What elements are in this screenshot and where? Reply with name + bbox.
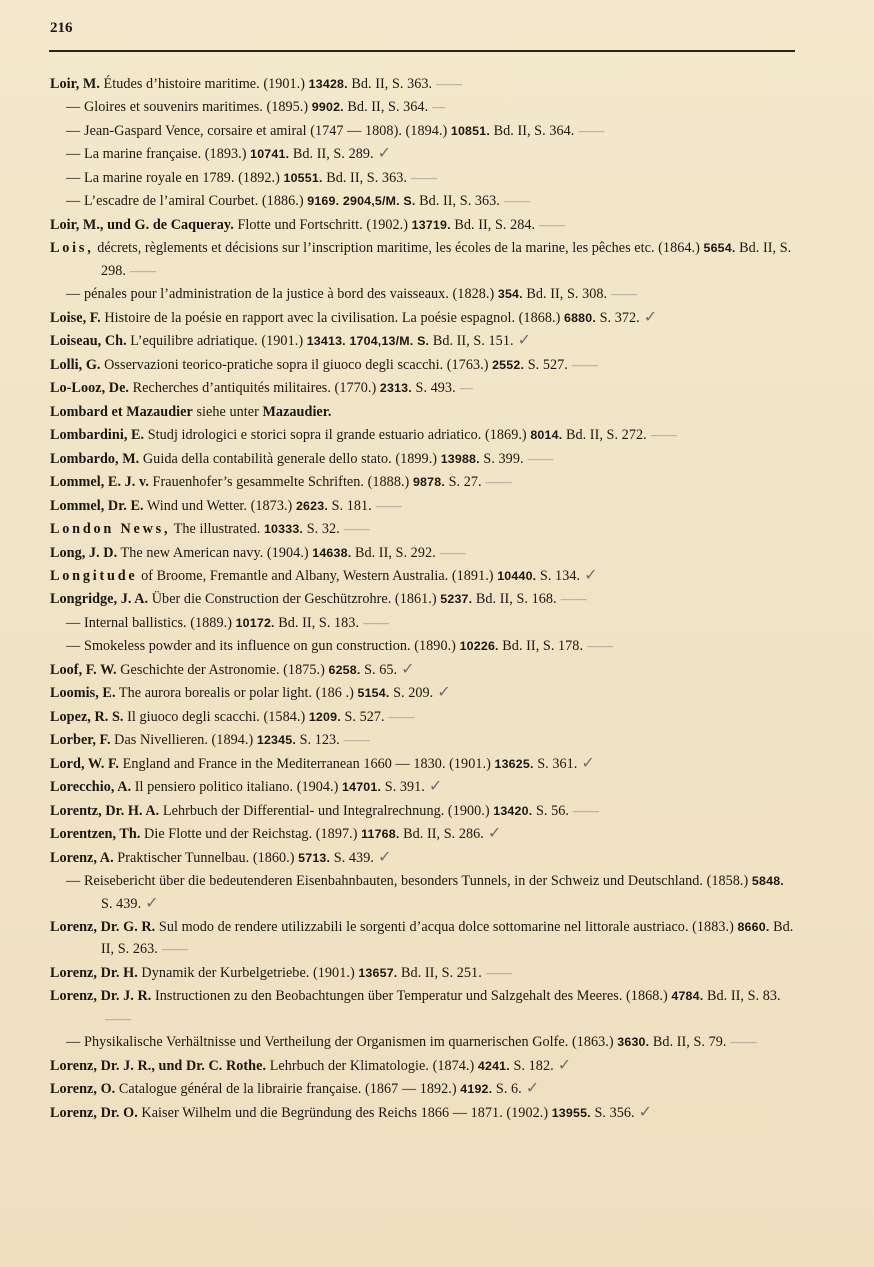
entry-page-ref: S. 209.: [393, 685, 434, 702]
entry-catalog-number: 6880.: [563, 310, 596, 325]
entry-title: Reisebericht über die bedeutenderen Eisenbahnbauten, besonders Tunnels, in der Schweiz und Deutschland. (1858.): [84, 873, 749, 890]
catalog-entry: [50, 518, 794, 540]
catalog-entry: [50, 167, 794, 189]
pencil-dash-mark: ——: [363, 614, 390, 630]
entry-page-ref: S. 361.: [537, 755, 578, 772]
pencil-dash-mark: —: [432, 99, 446, 115]
catalog-entry: [50, 800, 794, 822]
catalog-entry: [50, 682, 794, 704]
entry-crossref: Mazaudier.: [262, 403, 332, 420]
entry-page-ref: S. 32.: [306, 521, 340, 538]
entry-author: Lois,: [50, 240, 94, 257]
entry-catalog-number: 2623.: [295, 498, 328, 513]
catalog-entry: [50, 916, 794, 961]
entry-catalog-number: 5654.: [703, 241, 736, 256]
entry-author: Lorenz, A.: [50, 849, 114, 866]
entry-title: Internal ballistics. (1889.): [84, 614, 232, 631]
entry-title: Die Flotte und der Reichstag. (1897.): [144, 826, 358, 843]
entry-catalog-number: 10172.: [235, 615, 275, 630]
entry-catalog-number: 1209.: [308, 709, 341, 724]
entry-page-ref: Bd. II, S. 363.: [326, 169, 407, 186]
checkmark-icon: ✓: [487, 825, 502, 843]
catalog-entry: [50, 1078, 794, 1100]
entry-title: L’escadre de l’amiral Courbet. (1886.): [84, 193, 304, 210]
pencil-dash-mark: ——: [343, 521, 370, 537]
catalog-entry: [50, 424, 794, 446]
catalog-entry: [50, 612, 794, 634]
entry-page-ref: S. 356.: [594, 1104, 635, 1121]
catalog-entry: [50, 73, 794, 95]
entry-title: Guida della contabilità generale dello stato. (1899.): [142, 450, 438, 467]
entry-author: Lopez, R. S.: [50, 708, 124, 725]
entry-author: Loise, F.: [50, 309, 101, 326]
checkmark-icon: ✓: [377, 848, 392, 866]
entry-title: Geschichte der Astronomie. (1875.): [120, 661, 325, 678]
catalog-entry: [50, 377, 794, 399]
checkmark-icon: ✓: [517, 332, 532, 350]
entry-catalog-number: 9878.: [412, 475, 445, 490]
entry-catalog-number: 4241.: [477, 1058, 510, 1073]
pencil-dash-mark: ——: [560, 591, 587, 607]
entry-page-ref: S. 182.: [513, 1057, 554, 1074]
entry-title: Physikalische Verhältnisse und Vertheilung der Organismen im quarnerischen Golfe. (1863.): [84, 1034, 614, 1051]
pencil-dash-mark: ——: [436, 76, 463, 91]
entry-title: pénales pour l’administration de la justice à bord des vaisseaux. (1828.): [84, 286, 495, 303]
entry-page-ref: Bd. II, S. 286.: [403, 826, 484, 843]
ditto-dash: —: [66, 873, 81, 890]
pencil-dash-mark: ——: [485, 964, 512, 980]
catalog-entry: [50, 823, 794, 845]
entry-catalog-number: 13428.: [308, 77, 348, 91]
entry-page-ref: S. 439.: [333, 849, 374, 866]
entry-title: Dynamik der Kurbelgetriebe. (1901.): [141, 964, 355, 981]
pencil-dash-mark: ——: [388, 708, 415, 724]
catalog-entry: [50, 237, 794, 282]
entry-catalog-number: 5713.: [298, 850, 331, 865]
catalog-entry: [50, 588, 794, 610]
entry-author: Loof, F. W.: [50, 661, 117, 678]
entry-author: Lorenz, Dr. J. R.: [50, 988, 152, 1005]
entry-title: Jean-Gaspard Vence, corsaire et amiral (1747 — 1808). (1894.): [84, 122, 448, 139]
entry-author: Lorenz, Dr. H.: [50, 964, 138, 981]
ditto-dash: —: [66, 638, 81, 655]
entry-catalog-number: 5154.: [357, 686, 390, 701]
entry-title: Gloires et souvenirs maritimes. (1895.): [84, 99, 309, 116]
catalog-entry: [50, 776, 794, 798]
entry-catalog-number: 10851.: [450, 123, 490, 138]
entry-title: of Broome, Fremantle and Albany, Western Australia. (1891.): [141, 567, 494, 584]
entry-catalog-number: 6258.: [328, 662, 361, 677]
pencil-dash-mark: ——: [503, 193, 531, 209]
entry-author: Lorenz, Dr. J. R., und Dr. C. Rothe.: [50, 1057, 267, 1074]
entry-author: Loir, M.: [50, 76, 100, 92]
pencil-dash-mark: ——: [343, 732, 370, 748]
pencil-dash-mark: ——: [439, 544, 466, 560]
entry-author: Lombard et Mazaudier: [50, 403, 193, 420]
entry-catalog-number: 13420.: [493, 803, 533, 818]
entry-title: Osservazioni teorico-pratiche sopra il giuoco degli scacchi. (1763.): [104, 356, 489, 373]
entry-title: La marine française. (1893.): [84, 146, 247, 163]
entry-catalog-number: 5848.: [751, 874, 784, 889]
entry-catalog-number: 10333.: [263, 522, 304, 537]
pencil-dash-mark: ——: [161, 941, 189, 957]
ditto-dash: —: [66, 1034, 81, 1051]
entry-page-ref: Bd. II, S. 308.: [526, 286, 608, 303]
entry-page-ref: S. 27.: [448, 474, 482, 491]
entry-title: Recherches d’antiquités militaires. (1770.): [132, 380, 377, 397]
checkmark-icon: ✓: [401, 660, 415, 678]
catalog-entry: [50, 401, 794, 423]
entry-catalog-number: 13413. 1704,13/M. S.: [306, 334, 430, 349]
entry-author: Lorenz, O.: [50, 1081, 116, 1098]
entry-catalog-number: 4784.: [671, 989, 704, 1004]
entry-title: Kaiser Wilhelm und die Begründung des Reichs 1866 — 1871. (1902.): [141, 1104, 549, 1121]
entry-catalog-number: 354.: [497, 287, 523, 302]
checkmark-icon: ✓: [584, 566, 598, 584]
entry-page-ref: Bd. II, S. 272.: [565, 427, 647, 444]
pencil-dash-mark: ——: [410, 169, 438, 185]
pencil-dash-mark: ——: [527, 450, 554, 466]
checkmark-icon: ✓: [638, 1103, 653, 1121]
entry-page-ref: S. 391.: [384, 779, 425, 796]
pencil-dash-mark: ——: [611, 286, 638, 302]
catalog-entry: [50, 659, 794, 681]
entry-catalog-number: 10226.: [459, 639, 499, 654]
catalog-entry: [50, 214, 794, 236]
entry-title: La marine royale en 1789. (1892.): [84, 169, 280, 186]
entry-title: Lehrbuch der Differential- und Integralrechnung. (1900.): [162, 802, 490, 819]
ditto-dash: —: [66, 99, 81, 116]
catalog-entry: [50, 283, 794, 305]
pencil-dash-mark: ——: [485, 474, 512, 490]
catalog-entry: [50, 635, 794, 657]
ditto-dash: —: [66, 169, 81, 186]
entry-author: Lord, W. F.: [50, 755, 120, 772]
entry-author: Lorenz, Dr. G. R.: [50, 919, 156, 936]
entry-catalog-number: 13988.: [440, 451, 480, 466]
entry-page-ref: S. 56.: [535, 802, 569, 819]
entry-author: London News,: [50, 521, 171, 538]
entry-title: L’equilibre adriatique. (1901.): [130, 333, 304, 350]
entry-title: Lehrbuch der Klimatologie. (1874.): [269, 1057, 475, 1074]
entry-catalog-number: 3630.: [617, 1035, 650, 1050]
entry-author: Lorentzen, Th.: [50, 826, 141, 843]
checkmark-icon: ✓: [377, 145, 392, 163]
entry-title: The illustrated.: [173, 521, 261, 538]
entry-title: Études d’histoire maritime. (1901.): [103, 76, 306, 92]
checkmark-icon: ✓: [145, 894, 159, 912]
entry-page-ref: Bd. II, S. 292.: [354, 544, 436, 561]
checkmark-icon: ✓: [525, 1080, 540, 1098]
catalog-entry: [50, 1055, 794, 1077]
entry-author: Lorenz, Dr. O.: [50, 1104, 138, 1121]
catalog-entry: [50, 495, 794, 517]
entry-page-ref: Bd. II, S. 289.: [292, 146, 374, 163]
catalog-entry: [50, 143, 794, 165]
catalog-entry: [50, 120, 794, 142]
entry-title: The new American navy. (1904.): [120, 544, 309, 561]
pencil-dash-mark: ——: [578, 122, 605, 138]
catalog-entry: [50, 985, 794, 1030]
entry-catalog-number: 10551.: [283, 170, 323, 185]
entry-page-ref: Bd. II, S. 284.: [454, 216, 536, 233]
entry-page-ref: Bd. II, S. 178.: [502, 638, 584, 655]
entry-page-ref: S. 527.: [344, 708, 385, 725]
pencil-dash-mark: ——: [539, 216, 566, 232]
catalog-entry: [50, 729, 794, 751]
entry-title: The aurora borealis or polar light. (186 .): [118, 685, 354, 702]
entry-catalog-number: 8660.: [737, 920, 770, 935]
entry-title: Wind und Wetter. (1873.): [146, 497, 293, 514]
entry-page-ref: Bd. II, S. 363.: [351, 76, 433, 92]
pencil-dash-mark: ——: [650, 427, 677, 443]
pencil-dash-mark: ——: [573, 802, 600, 818]
entry-title: Sul modo de rendere utilizzabili le sorgenti d’acqua dolce sottomarine nel littorale austriaco. (1883.): [158, 919, 734, 936]
pencil-dash-mark: ——: [105, 1010, 132, 1026]
entry-title: Il pensiero politico italiano. (1904.): [134, 779, 339, 796]
catalog-entry: [50, 870, 794, 915]
entry-page-ref: Bd. II, S. 364.: [493, 122, 575, 139]
entry-page-ref: S. 181.: [331, 497, 372, 514]
entry-catalog-number: 9169. 2904,5/M. S.: [307, 194, 416, 209]
entry-page-ref: Bd. II, S. 298.: [101, 240, 792, 279]
entry-title: décrets, règlements et décisions sur l’inscription maritime, les écoles de la marine, les pêches etc. (1864.): [97, 240, 700, 257]
checkmark-icon: ✓: [437, 684, 451, 702]
catalog-entry: [50, 565, 794, 587]
entry-catalog-number: 10440.: [497, 568, 537, 583]
entry-title: Il giuoco degli scacchi. (1584.): [127, 708, 306, 725]
entry-title: Smokeless powder and its influence on gun construction. (1890.): [84, 638, 456, 655]
entry-page-ref: S. 399.: [483, 450, 524, 467]
entry-page-ref: Bd. II, S. 363.: [419, 193, 500, 210]
entry-author: Long, J. D.: [50, 544, 118, 561]
catalog-entry: [50, 190, 794, 212]
pencil-dash-mark: —: [459, 380, 473, 396]
catalog-entry-list: [50, 73, 794, 1125]
entry-catalog-number: 2552.: [492, 357, 525, 372]
entry-page-ref: S. 493.: [415, 380, 456, 397]
entry-catalog-number: 2313.: [379, 381, 412, 396]
catalog-entry: [50, 962, 794, 984]
entry-author: Lommel, E. J. v.: [50, 474, 149, 491]
entry-catalog-number: 9902.: [311, 100, 344, 115]
entry-catalog-number: 13625.: [494, 756, 534, 771]
catalog-entry: [50, 471, 794, 493]
entry-author: Loomis, E.: [50, 685, 116, 702]
catalog-entry: [50, 847, 794, 869]
entry-author: Lolli, G.: [50, 356, 101, 373]
entry-page-ref: Bd. II, S. 79.: [652, 1034, 727, 1051]
catalog-entry: [50, 448, 794, 470]
catalog-entry: [50, 542, 794, 564]
entry-catalog-number: 14638.: [312, 545, 352, 560]
entry-author: Longridge, J. A.: [50, 591, 149, 608]
entry-author: Lorecchio, A.: [50, 779, 132, 796]
pencil-dash-mark: ——: [730, 1034, 757, 1050]
entry-catalog-number: 10741.: [250, 147, 290, 162]
entry-author: Lorber, F.: [50, 732, 111, 749]
entry-page-ref: Bd. II, S. 151.: [432, 333, 514, 350]
entry-page-ref: S. 65.: [364, 661, 398, 678]
entry-catalog-number: 12345.: [256, 733, 296, 748]
entry-page-ref: S. 439.: [101, 895, 142, 912]
checkmark-icon: ✓: [643, 308, 658, 326]
pencil-dash-mark: ——: [130, 262, 157, 278]
entry-page-ref: Bd. II, S. 183.: [278, 614, 360, 631]
entry-page-ref: Bd. II, S. 168.: [475, 591, 557, 608]
entry-author: Lo-Looz, De.: [50, 380, 130, 397]
catalog-entry: [50, 753, 794, 775]
catalog-entry: [50, 330, 794, 352]
checkmark-icon: ✓: [428, 778, 443, 796]
checkmark-icon: ✓: [557, 1056, 572, 1074]
entry-page-ref: S. 134.: [539, 567, 581, 584]
entry-catalog-number: 11768.: [361, 827, 400, 842]
catalog-entry: [50, 96, 794, 118]
entry-catalog-number: 4192.: [460, 1082, 493, 1097]
entry-catalog-number: 8014.: [530, 428, 563, 443]
entry-author: Lorentz, Dr. H. A.: [50, 802, 160, 819]
ditto-dash: —: [66, 146, 81, 163]
ditto-dash: —: [66, 193, 81, 210]
header-rule: [49, 50, 795, 52]
entry-title: Catalogue général de la librairie française. (1867 — 1892.): [118, 1081, 457, 1098]
entry-title: siehe unter: [196, 403, 259, 420]
entry-title: Histoire de la poésie en rapport avec la civilisation. La poésie espagnol. (1868.): [104, 309, 561, 326]
page-number: 216: [50, 20, 73, 36]
entry-page-ref: Bd. II, S. 263.: [101, 919, 794, 958]
entry-title: Über die Construction der Geschützrohre. (1861.): [151, 591, 437, 608]
entry-catalog-number: 14701.: [342, 780, 382, 795]
entry-author: Lommel, Dr. E.: [50, 497, 144, 514]
entry-author: Loir, M., und G. de Caqueray.: [50, 216, 234, 233]
checkmark-icon: ✓: [581, 754, 595, 772]
entry-page-ref: S. 123.: [299, 732, 340, 749]
entry-page-ref: S. 372.: [599, 309, 640, 326]
pencil-dash-mark: ——: [375, 497, 402, 513]
ditto-dash: —: [66, 614, 81, 631]
entry-author: Loiseau, Ch.: [50, 333, 127, 350]
entry-catalog-number: 13657.: [358, 965, 398, 980]
entry-title: Praktischer Tunnelbau. (1860.): [117, 849, 295, 866]
entry-title: Flotte und Fortschritt. (1902.): [237, 216, 409, 233]
entry-title: Instructionen zu den Beobachtungen über Temperatur und Salzgehalt des Meeres. (1868.): [154, 988, 668, 1005]
entry-page-ref: S. 527.: [527, 356, 568, 373]
entry-page-ref: Bd. II, S. 83.: [706, 988, 781, 1005]
entry-page-ref: S. 6.: [495, 1081, 522, 1098]
entry-author: Lombardini, E.: [50, 427, 145, 444]
ditto-dash: —: [66, 122, 81, 139]
entry-title: Das Nivellieren. (1894.): [114, 732, 254, 749]
catalog-entry: [50, 354, 794, 376]
entry-catalog-number: 5237.: [440, 592, 473, 607]
ditto-dash: —: [66, 286, 81, 303]
entry-catalog-number: 13719.: [411, 217, 451, 232]
entry-title: Studj idrologici e storici sopra il grande estuario adriatico. (1869.): [147, 427, 527, 444]
entry-page-ref: Bd. II, S. 251.: [401, 964, 482, 981]
catalog-entry: [50, 706, 794, 728]
entry-author: Longitude: [50, 567, 138, 584]
entry-title: Frauenhofer’s gesammelte Schriften. (1888.): [152, 474, 410, 491]
pencil-dash-mark: ——: [571, 356, 598, 372]
pencil-dash-mark: ——: [587, 638, 614, 654]
entry-author: Lombardo, M.: [50, 450, 140, 467]
catalog-entry: [50, 307, 794, 329]
entry-title: England and France in the Mediterranean 1660 — 1830. (1901.): [122, 755, 491, 772]
entry-catalog-number: 13955.: [551, 1105, 591, 1120]
entry-page-ref: Bd. II, S. 364.: [347, 99, 429, 116]
catalog-entry: [50, 1102, 794, 1124]
catalog-entry: [50, 1031, 794, 1053]
